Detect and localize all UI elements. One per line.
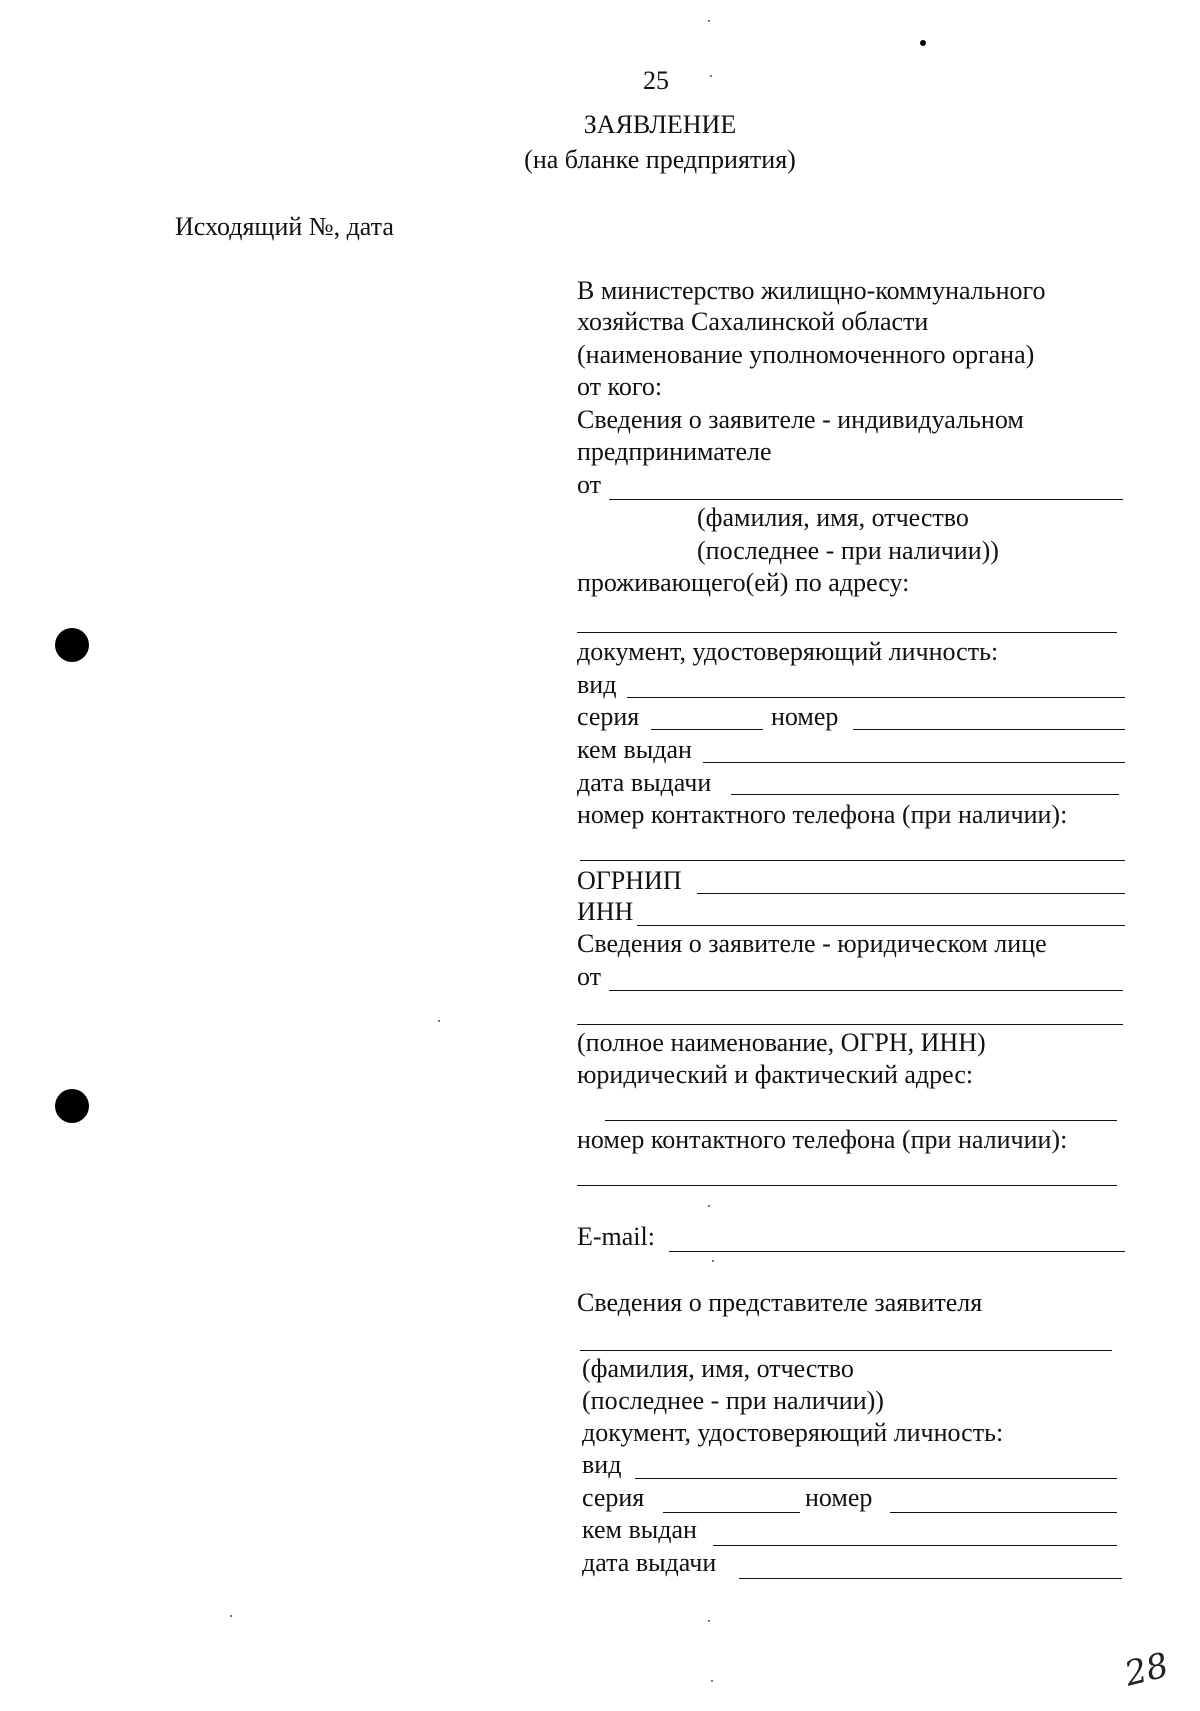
rep-nomer-line[interactable] [890,1512,1117,1513]
rep-vid-label: вид [582,1450,622,1479]
ul-name-line[interactable] [609,990,1123,991]
rep-seria-label: серия [582,1483,645,1512]
living-address-label: проживающего(ей) по адресу: [577,568,910,597]
recipient-hint: (наименование уполномоченного органа) [577,340,1035,369]
kem-vydan-line[interactable] [703,762,1125,763]
document-title: ЗАЯВЛЕНИЕ [583,110,737,139]
phone-line[interactable] [580,860,1125,861]
from-label: от кого: [577,372,663,401]
ink-dot [920,40,926,46]
ul-address-line[interactable] [605,1120,1117,1121]
data-vydachi-label: дата выдачи [577,768,712,797]
rep-data-vydachi-label: дата выдачи [582,1548,717,1577]
ot-label: от [577,470,602,499]
vid-label: вид [577,670,617,699]
scan-speck [712,1260,714,1262]
nomer-line[interactable] [853,729,1125,730]
nomer-label: номер [771,702,839,731]
email-line[interactable] [669,1251,1125,1252]
vid-line[interactable] [627,697,1125,698]
address-line[interactable] [577,632,1117,633]
fio-hint-2: (последнее - при наличии)) [697,536,999,565]
document-subtitle: (на бланке предприятия) [524,145,796,174]
ogrnip-line[interactable] [697,893,1125,894]
punch-hole [55,628,89,662]
scan-speck [708,20,710,22]
scan-speck [710,75,712,77]
rep-vid-line[interactable] [635,1478,1117,1479]
rep-nomer-label: номер [805,1483,873,1512]
recipient-line-2: хозяйства Сахалинской области [577,307,929,336]
ot-label-2: от [577,962,602,991]
seria-line[interactable] [651,729,763,730]
phone-line-2[interactable] [577,1185,1117,1186]
handwritten-signature: 28 [1120,1645,1173,1695]
scan-speck [438,1020,440,1022]
ul-section-title: Сведения о заявителе - юридическом лице [577,929,1047,958]
rep-kem-vydan-label: кем выдан [582,1515,697,1544]
ip-name-line[interactable] [609,499,1123,500]
email-label: E-mail: [577,1222,655,1251]
phone-label: номер контактного телефона (при наличии): [577,800,1068,829]
recipient-line-1: В министерство жилищно-коммунального [577,276,1046,305]
id-document-label: документ, удостоверяющий личность: [577,637,999,666]
ul-address-label: юридический и фактический адрес: [577,1060,974,1089]
rep-fio-hint-2: (последнее - при наличии)) [582,1386,884,1415]
ogrnip-label: ОГРНИП [577,866,682,895]
inn-line[interactable] [637,925,1125,926]
fio-hint: (фамилия, имя, отчество [697,503,969,532]
page-number: 25 [643,66,669,95]
scan-speck [708,1205,710,1207]
phone-label-2: номер контактного телефона (при наличии): [577,1125,1068,1154]
kem-vydan-label: кем выдан [577,735,692,764]
data-vydachi-line[interactable] [731,794,1119,795]
ul-hint: (полное наименование, ОГРН, ИНН) [577,1028,986,1057]
punch-hole [55,1089,89,1123]
rep-fio-hint: (фамилия, имя, отчество [582,1354,854,1383]
rep-kem-vydan-line[interactable] [713,1545,1117,1546]
outgoing-number-date: Исходящий №, дата [175,212,394,241]
scan-speck [711,1680,713,1682]
rep-id-document-label: документ, удостоверяющий личность: [582,1418,1004,1447]
rep-data-vydachi-line[interactable] [739,1578,1122,1579]
ip-section-title-2: предпринимателе [577,437,772,466]
rep-section-title: Сведения о представителе заявителя [577,1288,983,1317]
rep-name-line[interactable] [580,1350,1112,1351]
ul-name-line-2[interactable] [577,1024,1123,1025]
seria-label: серия [577,702,640,731]
ip-section-title: Сведения о заявителе - индивидуальном [577,405,1024,434]
scan-speck [708,1620,710,1622]
inn-label: ИНН [577,897,634,926]
scan-speck [230,1615,232,1617]
rep-seria-line[interactable] [663,1512,800,1513]
